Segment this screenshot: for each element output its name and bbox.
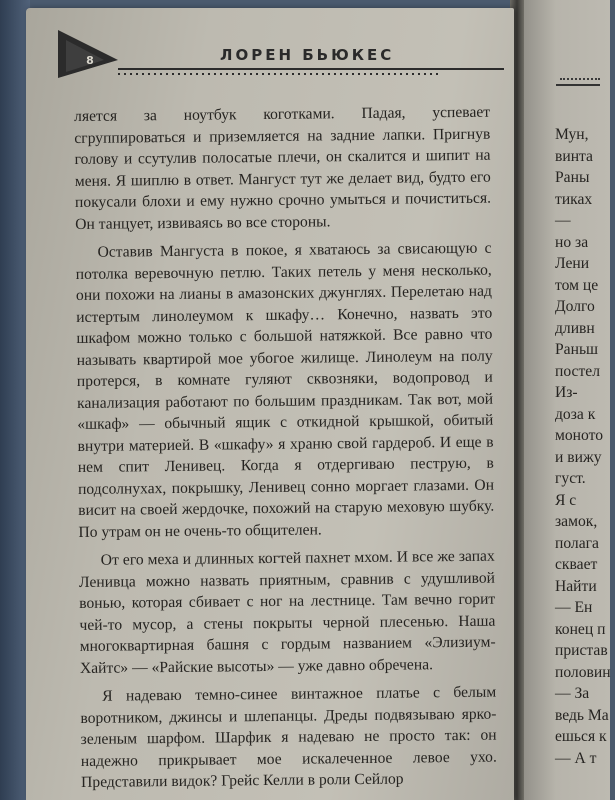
text-fragment: ведь Ма bbox=[555, 706, 609, 724]
text-fragment: замок, bbox=[555, 513, 598, 530]
text-fragment: сквает bbox=[555, 556, 598, 573]
header-rule bbox=[118, 68, 504, 70]
paragraph: Я надеваю темно-синее винтажное платье с белым воротником, джинсы и шлепанцы. Дреды подвязываю ярко-зеленым шарфом. Шарфик я надеваю не просто так: он надежно прикрывает мое искалеченное левое ухо. Представили видок? Грейс Келли в роли Сейлор bbox=[80, 683, 497, 791]
text-fragment: — За bbox=[555, 685, 590, 702]
text-fragment: постел bbox=[555, 362, 600, 380]
text-fragment: Долго bbox=[555, 298, 595, 315]
text-fragment: Из- bbox=[555, 384, 578, 401]
text-fragment: том це bbox=[555, 276, 599, 294]
right-page-text bbox=[555, 124, 615, 769]
text-fragment: — bbox=[555, 212, 571, 229]
text-fragment: Я с bbox=[555, 491, 577, 509]
paragraph: Оставив Мангуста в покое, я хватаюсь за свисающую с потолка веревочную петлю. Таких петель у меня несколько, они похожи на лианы в амазонских джунглях. Перелетаю над истертым линолеумом к шкафу… Конечно, назвать это шкафом можно только с большой натяжкой. Все равно что называть квартирой мое убогое жилище. Линолеум на полу протерся, в комнате гуляют сквозняки, водопровод и канализация работают по большим праздникам. Так вот, мой «шкаф» — обычный ящик с откидной крышкой, обитый внутри материей. В «шкафу» я храню свой гардероб. И еще в нем спит Ленивец. Когда я отдергиваю пеструю, в подсолнухах, покрышку, Ленивец сонно моргает глазами. Он висит на своей жердочке, похожий на старую меховую шубку. По утрам он не очень-то общителен. bbox=[75, 239, 495, 541]
text-fragment: Лени bbox=[555, 255, 590, 272]
text-fragment: конец п bbox=[555, 620, 606, 638]
right-header-rule bbox=[556, 84, 600, 86]
text-fragment: доза к bbox=[555, 405, 596, 423]
text-fragment: но за bbox=[555, 233, 589, 251]
text-fragment: Мун, bbox=[555, 126, 589, 143]
page-header bbox=[58, 30, 504, 80]
body-text bbox=[74, 102, 497, 794]
paragraph: ляется за ноутбук коготками. Падая, успевает сгруппироваться и приземляется на задние лапки. Пригнув голову и ссутулив полосатые плечи, он скалится и шипит на меня. Я шиплю в ответ. Мангуст тут же делает вид, будто его покусали блохи и ему нужно срочно умыться и почиститься. Он танцует, извиваясь во все стороны. bbox=[74, 103, 492, 233]
running-title: ЛОРЕН БЬЮКЕС bbox=[220, 46, 395, 64]
text-fragment: тиках bbox=[555, 190, 593, 208]
paragraph: От его меха и длинных когтей пахнет мхом. И все же запах Ленивца можно назвать приятным, сравнив с удушливой вонью, которая сбивает с ног на лестнице. Там вечно горит чей-то мусор, а стены покрыты черной плесенью. Наша многоквартирная башня с гордым названием «Элизиум-Хайтс» — «Райские высоты» — уже давно обречена. bbox=[78, 547, 496, 677]
text-fragment: — Ен bbox=[555, 599, 593, 616]
text-fragment: и вижу bbox=[555, 448, 602, 466]
text-fragment: Раны bbox=[555, 169, 590, 186]
text-fragment: пристав bbox=[555, 642, 608, 659]
text-fragment: густ. bbox=[555, 470, 586, 487]
text-fragment: — А т bbox=[555, 749, 597, 767]
text-fragment: ешься к bbox=[555, 728, 607, 745]
text-fragment: Раньш bbox=[555, 341, 599, 358]
text-fragment: полага bbox=[555, 534, 599, 552]
page-number: 8 bbox=[86, 54, 94, 67]
text-fragment: винта bbox=[555, 147, 593, 165]
text-fragment: половин bbox=[555, 663, 611, 681]
text-fragment: моното bbox=[555, 427, 604, 444]
text-fragment: дливн bbox=[555, 319, 595, 337]
text-fragment: Найти bbox=[555, 577, 597, 595]
